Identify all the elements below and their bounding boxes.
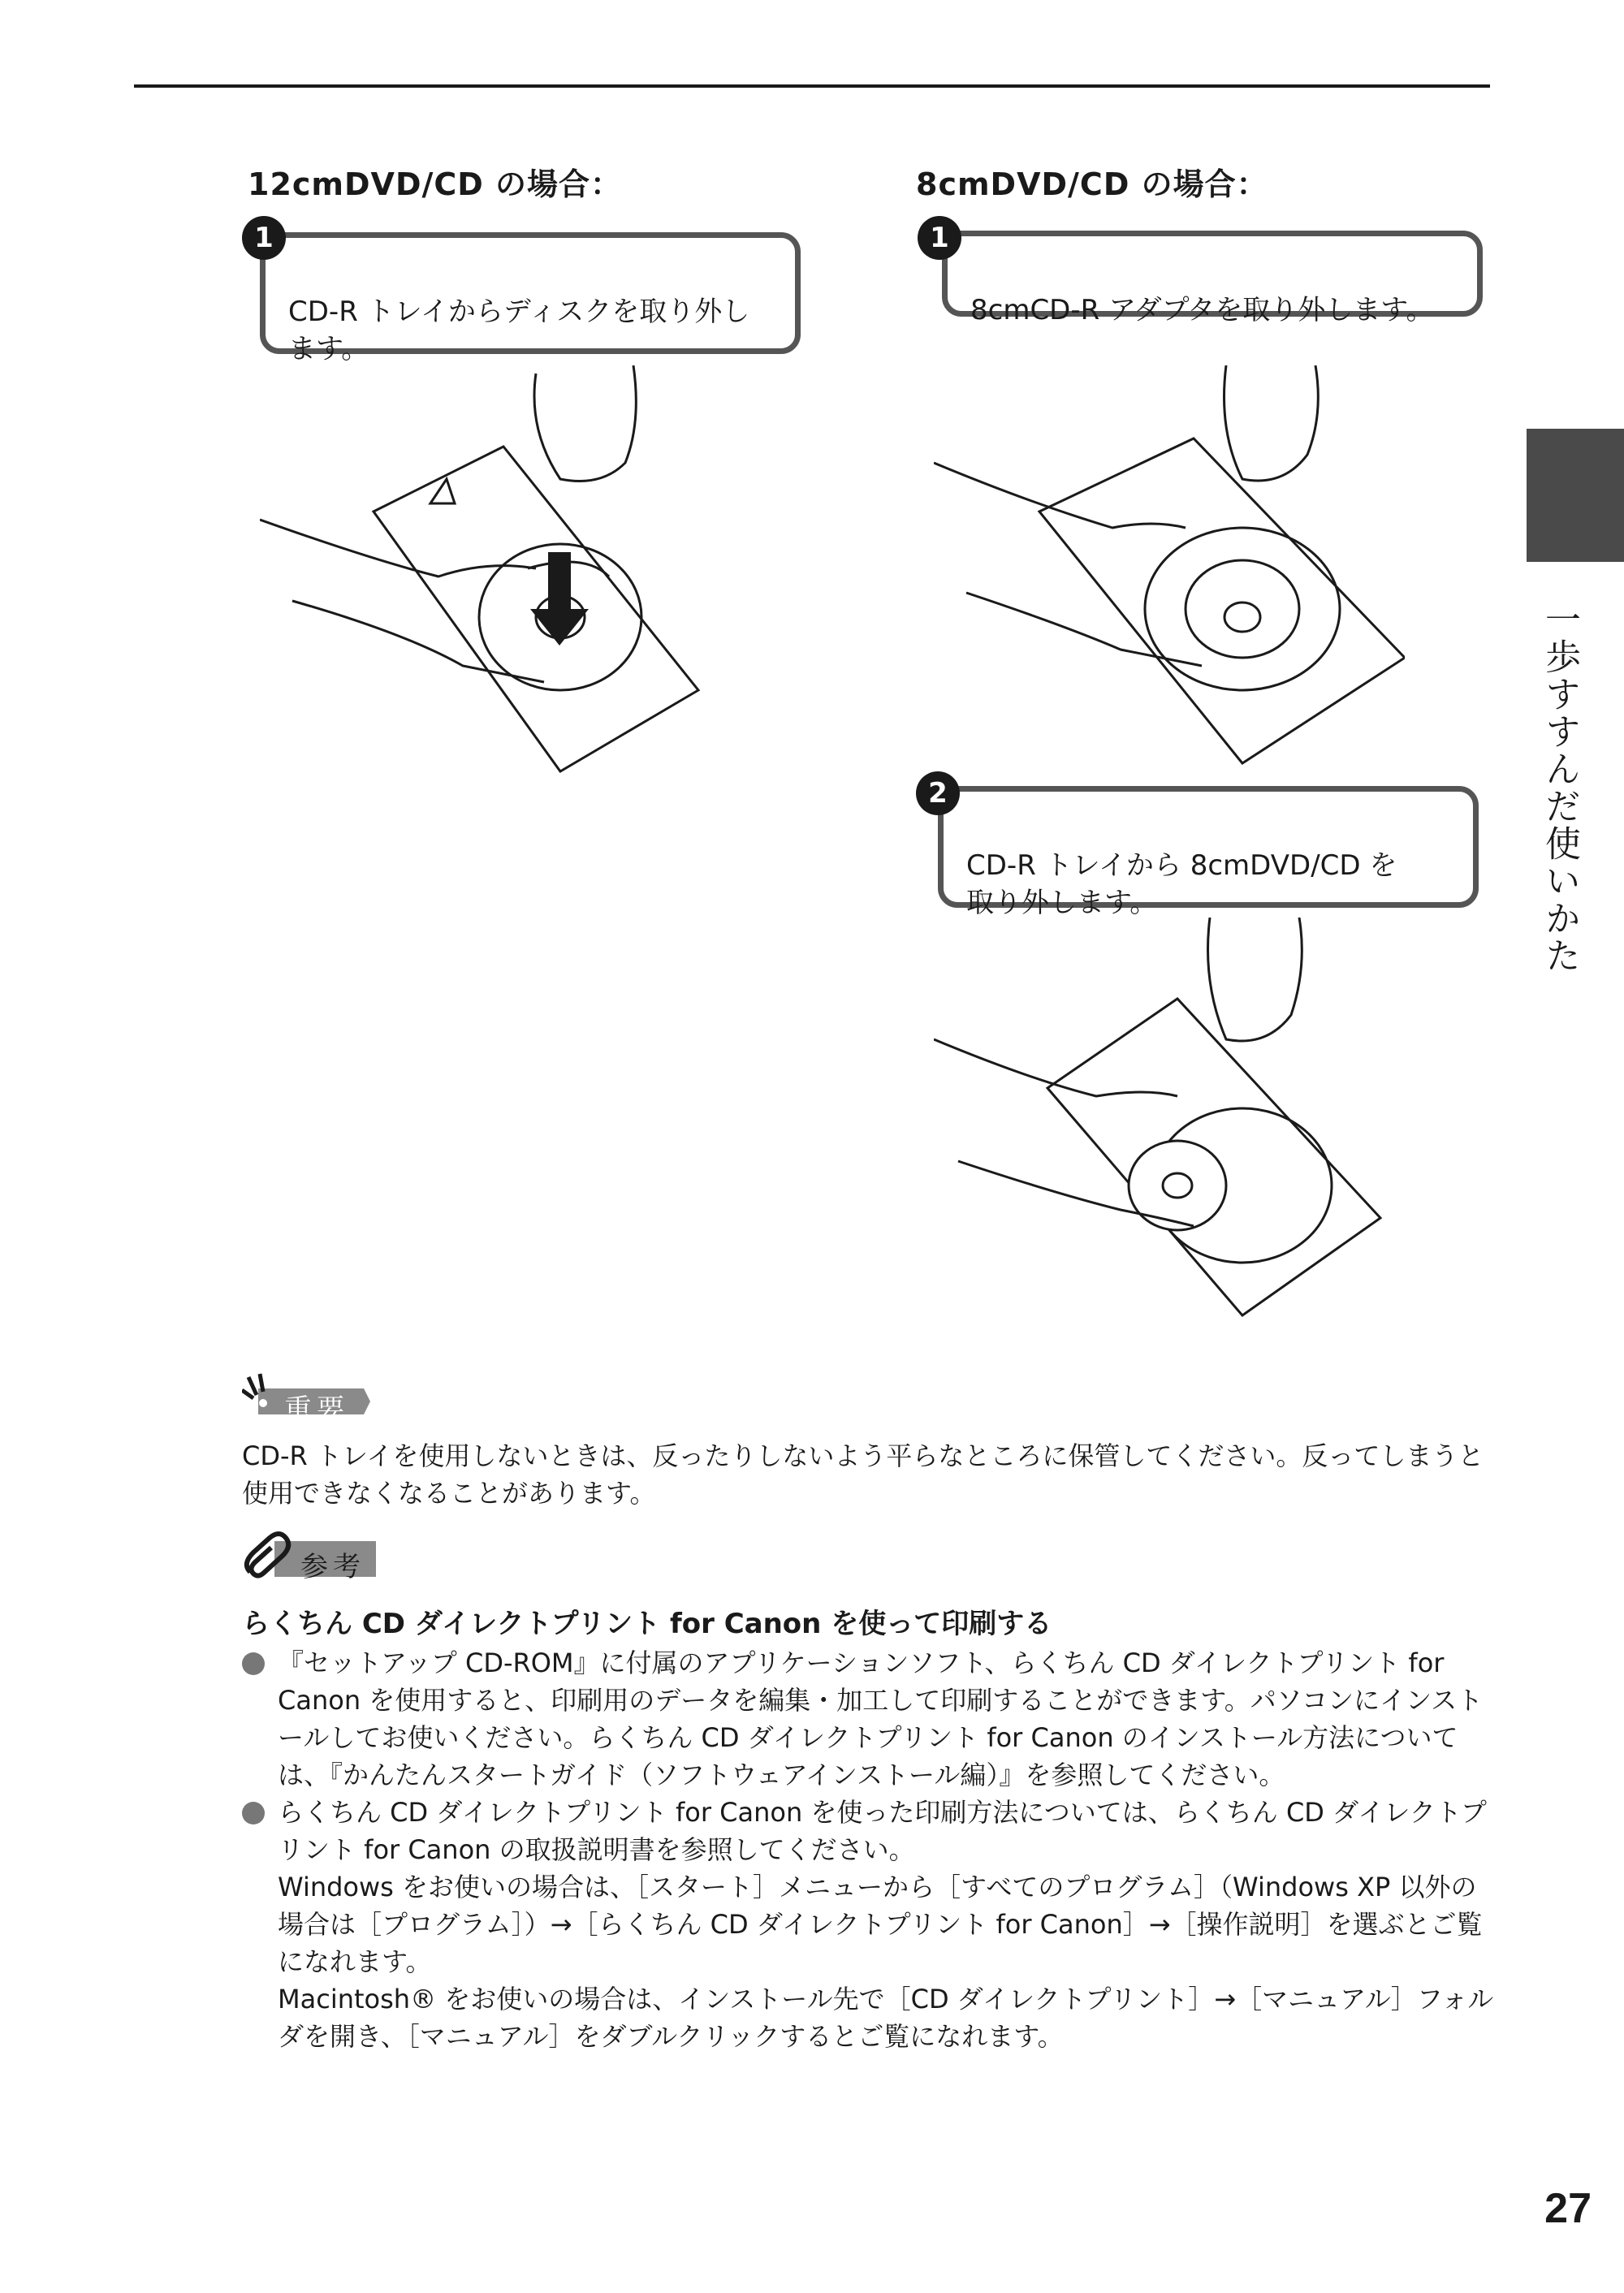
- step-box-left-1: [260, 232, 801, 365]
- illustration-remove-adapter: [934, 365, 1405, 771]
- step-number-left-1: 1: [242, 216, 286, 260]
- reference-title: らくちん CD ダイレクトプリント for Canon を使って印刷する: [242, 1608, 1052, 1640]
- bullet-dot-icon: [242, 1802, 265, 1824]
- bullet-text: Macintosh® をお使いの場合は、インストール先で［CD ダイレクトプリント］→［マニュアル］フォルダを開き、［マニュアル］をダブルクリックするとご覧になれます。: [278, 1984, 1494, 2052]
- bullet-dot-icon: [242, 1652, 265, 1675]
- heading-12cm: 12cmDVD/CD の場合：: [248, 166, 623, 202]
- bullet-text: Windows をお使いの場合は、［スタート］メニューから［すべてのプログラム］（Windows XP 以外の場合は［プログラム］）→［らくちん CD ダイレクトプリント for Canon］→［操作説明］を選ぶとご覧になれます。: [278, 1872, 1483, 1977]
- top-rule: [134, 84, 1490, 88]
- reference-badge: [242, 1531, 380, 1591]
- step-text-right-2: CD-R トレイから 8cmDVD/CD を 取り外します。: [966, 849, 1397, 919]
- section-side-tab: [1527, 429, 1624, 562]
- page-number: 27: [1544, 2185, 1592, 2232]
- step-text-left-1: CD-R トレイからディスクを取り外し ます。: [288, 296, 750, 365]
- step-box-right-2: [938, 786, 1479, 919]
- section-side-label: 一歩すすんだ使いかた: [1539, 601, 1580, 974]
- illustration-remove-8cm-disc: [934, 918, 1389, 1324]
- important-text: CD-R トレイを使用しないときは、反ったりしないよう平らなところに保管してください。反ってしまうと使用できなくなることがあります。: [242, 1440, 1484, 1509]
- illustration-remove-12cm-disc: [260, 365, 715, 779]
- reference-badge-label: 参考: [300, 1551, 365, 1583]
- bullet-item: [242, 1644, 1497, 1794]
- important-badge: [242, 1372, 372, 1432]
- step-number-right-1: 1: [918, 216, 961, 260]
- step-text-right-1: 8cmCD-R アダプタを取り外します。: [970, 294, 1434, 326]
- step-box-right-1: [942, 231, 1483, 326]
- bullet-text: らくちん CD ダイレクトプリント for Canon を使った印刷方法については、らくちん CD ダイレクトプリント for Canon の取扱説明書を参照してください。: [278, 1797, 1487, 1865]
- heading-8cm: 8cmDVD/CD の場合：: [916, 166, 1268, 202]
- bullet-item: [242, 1794, 1497, 2055]
- bullet-text: 『セットアップ CD-ROM』に付属のアプリケーションソフト、らくちん CD ダイレクトプリント for Canon を使用すると、印刷用のデータを編集・加工して印刷することができます。パソコンにインストールしてお使いください。らくちん CD ダイレクトプリント for Canon のインストール方法については、『かんたんスタートガイド（ソフトウェアインストール編）』を参照してください。: [278, 1647, 1484, 1790]
- important-badge-label: 重要: [284, 1393, 349, 1426]
- step-number-right-2: 2: [916, 771, 960, 815]
- reference-bullets: [242, 1644, 1497, 2055]
